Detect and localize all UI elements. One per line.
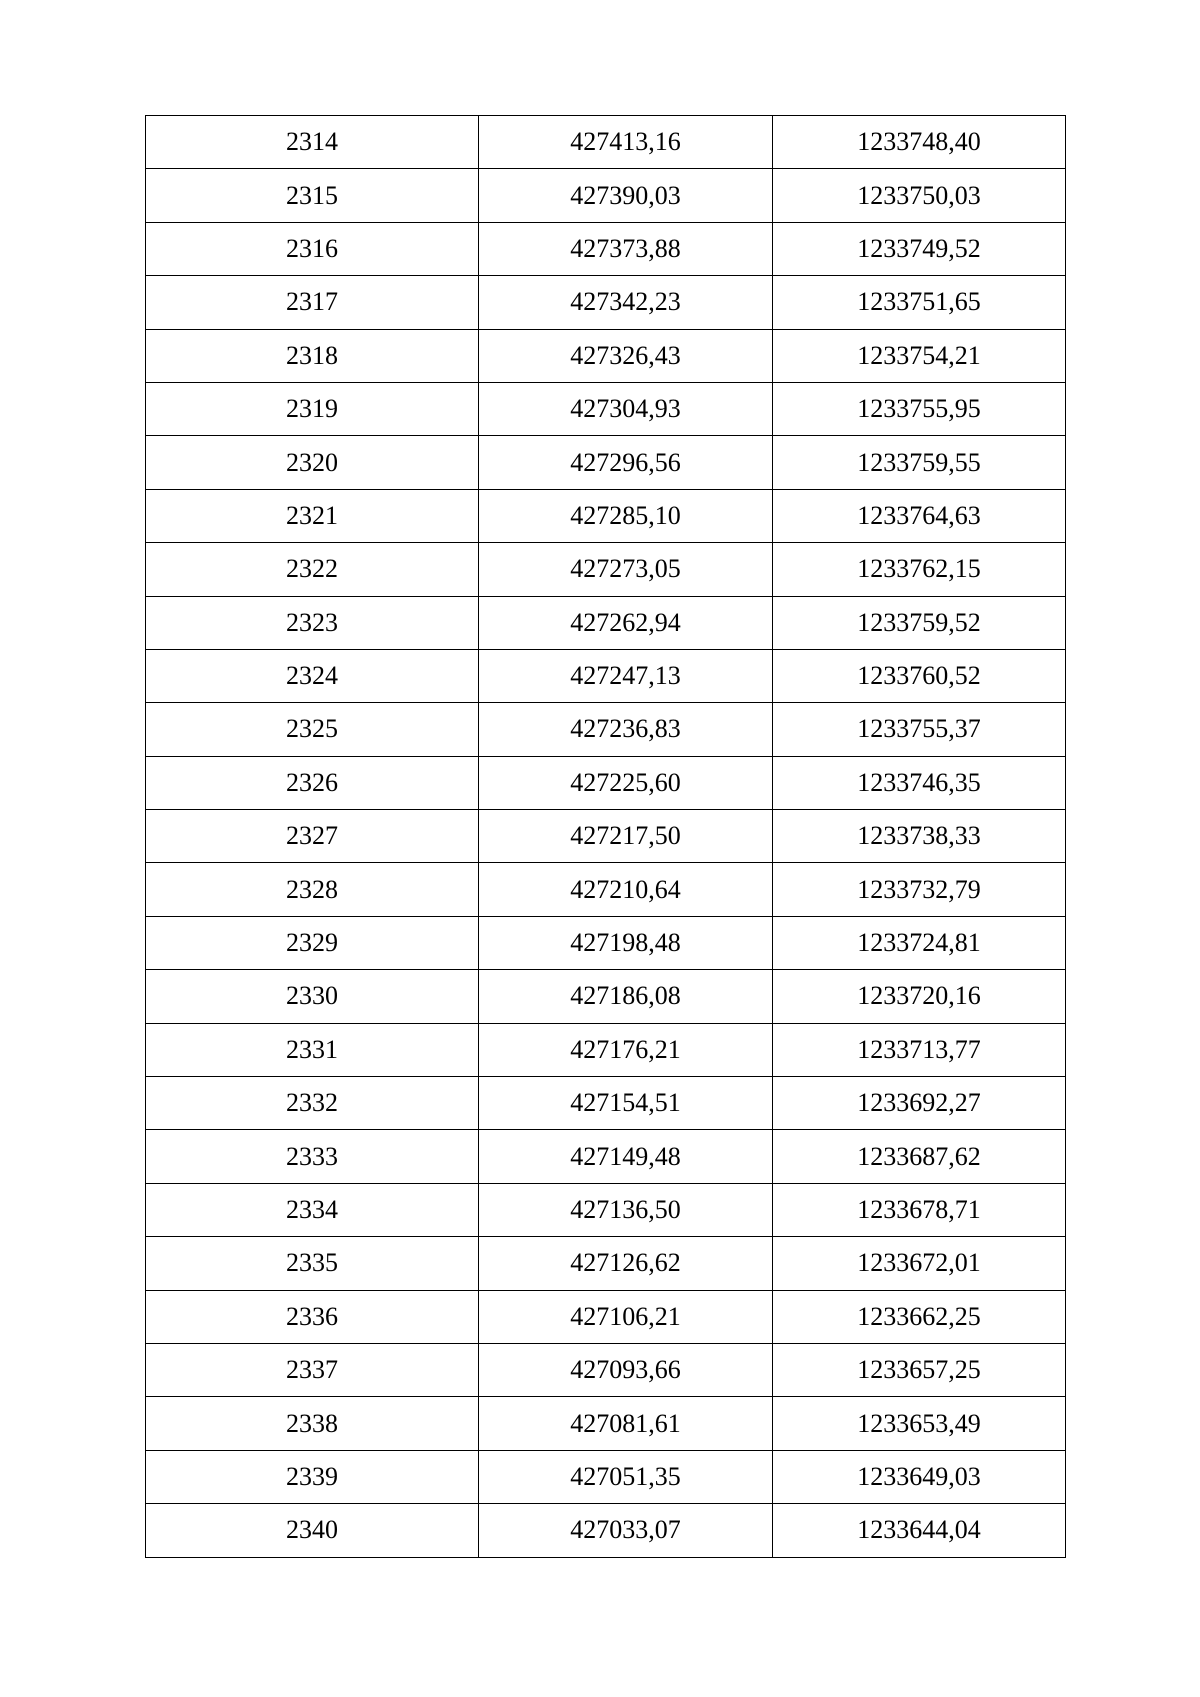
point-number-cell: 2315 <box>146 169 479 222</box>
x-coordinate-cell: 427390,03 <box>479 169 773 222</box>
x-coordinate-cell: 427225,60 <box>479 756 773 809</box>
point-number-cell: 2326 <box>146 756 479 809</box>
point-number-cell: 2324 <box>146 649 479 702</box>
table-row <box>146 436 1066 489</box>
x-coordinate-cell: 427326,43 <box>479 329 773 382</box>
y-coordinate-cell: 1233692,27 <box>773 1077 1066 1130</box>
table-row <box>146 222 1066 275</box>
x-coordinate-cell: 427296,56 <box>479 436 773 489</box>
x-coordinate-cell: 427198,48 <box>479 916 773 969</box>
y-coordinate-cell: 1233672,01 <box>773 1237 1066 1290</box>
x-coordinate-cell: 427236,83 <box>479 703 773 756</box>
table-row <box>146 649 1066 702</box>
table-row <box>146 1077 1066 1130</box>
table-row <box>146 1183 1066 1236</box>
point-number-cell: 2335 <box>146 1237 479 1290</box>
point-number-cell: 2336 <box>146 1290 479 1343</box>
x-coordinate-cell: 427217,50 <box>479 810 773 863</box>
y-coordinate-cell: 1233713,77 <box>773 1023 1066 1076</box>
table-row <box>146 489 1066 542</box>
x-coordinate-cell: 427373,88 <box>479 222 773 275</box>
x-coordinate-cell: 427093,66 <box>479 1343 773 1396</box>
y-coordinate-cell: 1233759,52 <box>773 596 1066 649</box>
x-coordinate-cell: 427186,08 <box>479 970 773 1023</box>
y-coordinate-cell: 1233724,81 <box>773 916 1066 969</box>
table-row <box>146 863 1066 916</box>
x-coordinate-cell: 427262,94 <box>479 596 773 649</box>
y-coordinate-cell: 1233657,25 <box>773 1343 1066 1396</box>
point-number-cell: 2337 <box>146 1343 479 1396</box>
table-row <box>146 1023 1066 1076</box>
table-row <box>146 916 1066 969</box>
point-number-cell: 2314 <box>146 116 479 169</box>
y-coordinate-cell: 1233687,62 <box>773 1130 1066 1183</box>
x-coordinate-cell: 427154,51 <box>479 1077 773 1130</box>
x-coordinate-cell: 427413,16 <box>479 116 773 169</box>
table-row <box>146 169 1066 222</box>
y-coordinate-cell: 1233764,63 <box>773 489 1066 542</box>
point-number-cell: 2319 <box>146 382 479 435</box>
x-coordinate-cell: 427136,50 <box>479 1183 773 1236</box>
point-number-cell: 2328 <box>146 863 479 916</box>
point-number-cell: 2316 <box>146 222 479 275</box>
point-number-cell: 2322 <box>146 543 479 596</box>
x-coordinate-cell: 427273,05 <box>479 543 773 596</box>
y-coordinate-cell: 1233746,35 <box>773 756 1066 809</box>
y-coordinate-cell: 1233649,03 <box>773 1450 1066 1503</box>
y-coordinate-cell: 1233759,55 <box>773 436 1066 489</box>
table-row <box>146 1290 1066 1343</box>
table-row <box>146 970 1066 1023</box>
y-coordinate-cell: 1233754,21 <box>773 329 1066 382</box>
table-row <box>146 329 1066 382</box>
y-coordinate-cell: 1233678,71 <box>773 1183 1066 1236</box>
table-row <box>146 703 1066 756</box>
table-row <box>146 276 1066 329</box>
point-number-cell: 2318 <box>146 329 479 382</box>
y-coordinate-cell: 1233732,79 <box>773 863 1066 916</box>
y-coordinate-cell: 1233749,52 <box>773 222 1066 275</box>
x-coordinate-cell: 427033,07 <box>479 1504 773 1557</box>
x-coordinate-cell: 427285,10 <box>479 489 773 542</box>
point-number-cell: 2330 <box>146 970 479 1023</box>
x-coordinate-cell: 427342,23 <box>479 276 773 329</box>
coordinates-table <box>145 115 1066 1558</box>
table-row <box>146 116 1066 169</box>
table-row <box>146 543 1066 596</box>
x-coordinate-cell: 427247,13 <box>479 649 773 702</box>
y-coordinate-cell: 1233662,25 <box>773 1290 1066 1343</box>
point-number-cell: 2329 <box>146 916 479 969</box>
point-number-cell: 2334 <box>146 1183 479 1236</box>
y-coordinate-cell: 1233738,33 <box>773 810 1066 863</box>
x-coordinate-cell: 427176,21 <box>479 1023 773 1076</box>
point-number-cell: 2332 <box>146 1077 479 1130</box>
point-number-cell: 2339 <box>146 1450 479 1503</box>
table-row <box>146 1237 1066 1290</box>
x-coordinate-cell: 427081,61 <box>479 1397 773 1450</box>
y-coordinate-cell: 1233644,04 <box>773 1504 1066 1557</box>
table-row <box>146 1504 1066 1557</box>
y-coordinate-cell: 1233755,95 <box>773 382 1066 435</box>
point-number-cell: 2338 <box>146 1397 479 1450</box>
y-coordinate-cell: 1233751,65 <box>773 276 1066 329</box>
x-coordinate-cell: 427126,62 <box>479 1237 773 1290</box>
y-coordinate-cell: 1233748,40 <box>773 116 1066 169</box>
point-number-cell: 2340 <box>146 1504 479 1557</box>
table-row <box>146 596 1066 649</box>
table-row <box>146 1397 1066 1450</box>
table-row <box>146 810 1066 863</box>
point-number-cell: 2317 <box>146 276 479 329</box>
point-number-cell: 2325 <box>146 703 479 756</box>
point-number-cell: 2320 <box>146 436 479 489</box>
y-coordinate-cell: 1233720,16 <box>773 970 1066 1023</box>
y-coordinate-cell: 1233762,15 <box>773 543 1066 596</box>
x-coordinate-cell: 427051,35 <box>479 1450 773 1503</box>
table-row <box>146 1130 1066 1183</box>
y-coordinate-cell: 1233760,52 <box>773 649 1066 702</box>
point-number-cell: 2331 <box>146 1023 479 1076</box>
y-coordinate-cell: 1233750,03 <box>773 169 1066 222</box>
coordinates-table-body <box>146 116 1066 1558</box>
point-number-cell: 2327 <box>146 810 479 863</box>
x-coordinate-cell: 427210,64 <box>479 863 773 916</box>
y-coordinate-cell: 1233755,37 <box>773 703 1066 756</box>
x-coordinate-cell: 427304,93 <box>479 382 773 435</box>
point-number-cell: 2321 <box>146 489 479 542</box>
point-number-cell: 2333 <box>146 1130 479 1183</box>
table-row <box>146 1343 1066 1396</box>
y-coordinate-cell: 1233653,49 <box>773 1397 1066 1450</box>
point-number-cell: 2323 <box>146 596 479 649</box>
table-row <box>146 382 1066 435</box>
x-coordinate-cell: 427106,21 <box>479 1290 773 1343</box>
x-coordinate-cell: 427149,48 <box>479 1130 773 1183</box>
table-row <box>146 756 1066 809</box>
table-row <box>146 1450 1066 1503</box>
